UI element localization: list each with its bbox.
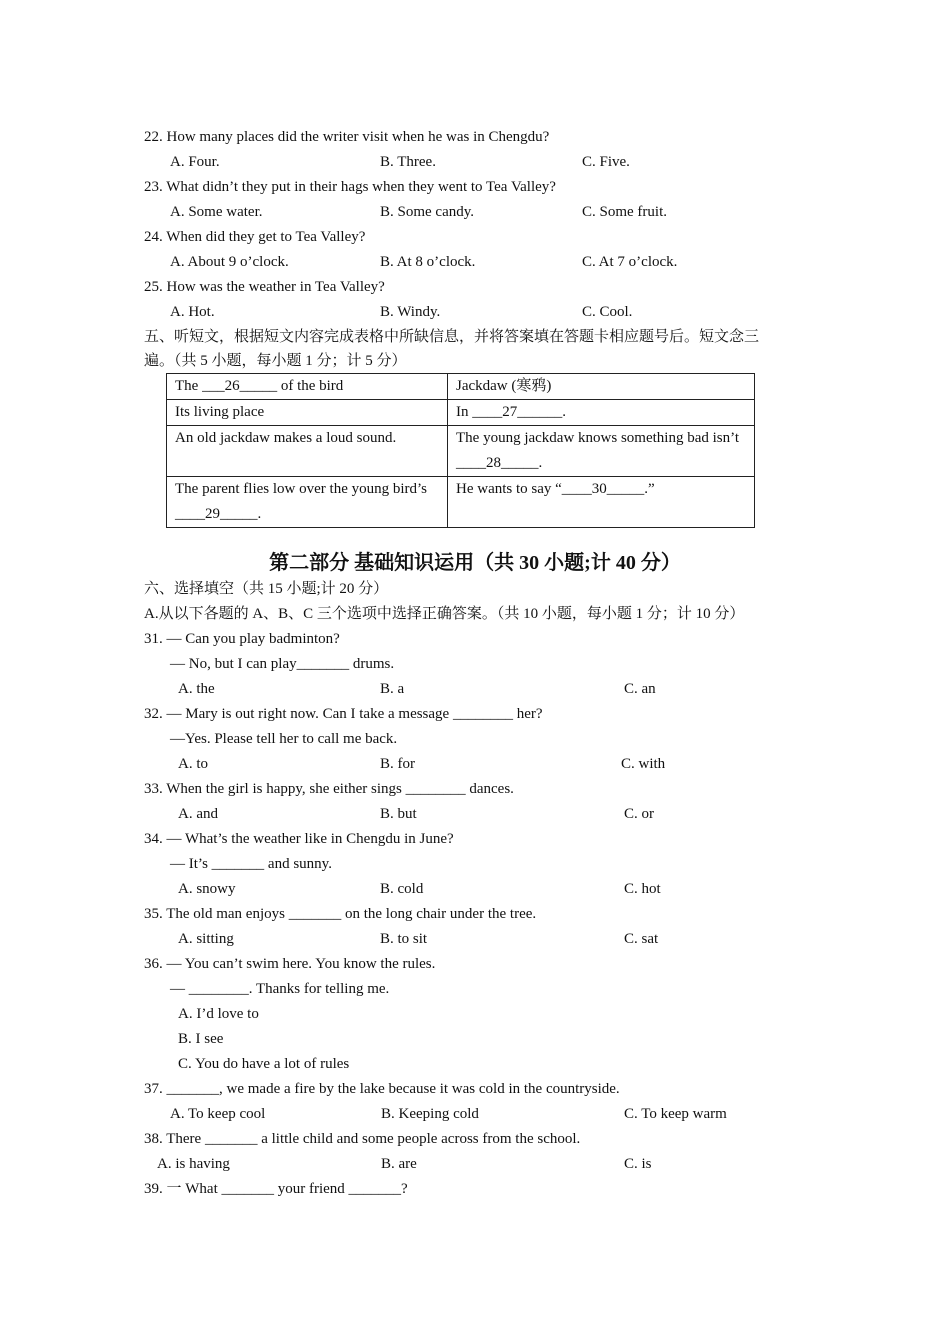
q23-option-b: B. Some candy. [380, 204, 475, 220]
q35-option-b: B. to sit [380, 931, 428, 947]
question-35: 35. The old man enjoys _______ on the long chair under the tree. [144, 906, 537, 922]
q24-option-b: B. At 8 o’clock. [380, 254, 476, 270]
question-33: 33. When the girl is happy, she either sings ________ dances. [144, 781, 514, 797]
q38-option-c: C. is [624, 1156, 652, 1172]
q25-option-a: A. Hot. [170, 304, 215, 320]
q36-option-b: B. I see [178, 1031, 224, 1047]
q23-option-c: C. Some fruit. [582, 204, 667, 220]
q38-option-a: A. is having [157, 1156, 230, 1172]
question-34: 34. — What’s the weather like in Chengdu in June? [144, 831, 454, 847]
q31-option-a: A. the [178, 681, 215, 697]
table-cell: An old jackdaw makes a loud sound. [167, 426, 448, 477]
q36-option-a: A. I’d love to [178, 1006, 259, 1022]
question-23: 23. What didn’t they put in their hags when they went to Tea Valley? [144, 179, 556, 195]
q24-option-a: A. About 9 o’clock. [170, 254, 289, 270]
q36-option-c: C. You do have a lot of rules [178, 1056, 350, 1072]
q35-option-a: A. sitting [178, 931, 234, 947]
q24-option-c: C. At 7 o’clock. [582, 254, 678, 270]
q31-option-c: C. an [624, 681, 656, 697]
table-cell: In ____27______. [448, 400, 755, 426]
q33-option-b: B. but [380, 806, 417, 822]
table-row [167, 400, 755, 426]
table-cell: The young jackdaw knows something bad isn’t ____28_____. [448, 426, 755, 477]
q38-option-b: B. are [381, 1156, 417, 1172]
section5-instruction-line2: 遍。（共 5 小题，每小题 1 分；计 5 分） [144, 353, 407, 369]
table-row [167, 477, 755, 528]
section6-heading: 六、选择填空（共 15 小题;计 20 分） [144, 581, 389, 597]
question-36: 36. — You can’t swim here. You know the rules. [144, 956, 436, 972]
q34-option-c: C. hot [624, 881, 661, 897]
section5-instruction-line1: 五、听短文，根据短文内容完成表格中所缺信息，并将答案填在答题卡相应题号后。短文念三 [144, 329, 760, 345]
q31-option-b: B. a [380, 681, 405, 697]
q32-option-a: A. to [178, 756, 208, 772]
q32-option-c: C. with [621, 756, 666, 772]
info-table [166, 373, 755, 528]
question-36-reply: — ________. Thanks for telling me. [170, 981, 390, 997]
question-31: 31. — Can you play badminton? [144, 631, 340, 647]
question-25: 25. How was the weather in Tea Valley? [144, 279, 385, 295]
table-row [167, 374, 755, 400]
question-31-reply: — No, but I can play_______ drums. [170, 656, 395, 672]
table-cell: The parent flies low over the young bird’s ____29_____. [167, 477, 448, 528]
q32-option-b: B. for [380, 756, 415, 772]
question-32: 32. — Mary is out right now. Can I take a message ________ her? [144, 706, 543, 722]
part2-title: 第二部分 基础知识运用（共 30 小题;计 40 分） [269, 552, 681, 574]
table-cell: The ___26_____ of the bird [167, 374, 448, 400]
q33-option-c: C. or [624, 806, 654, 822]
table-cell: Its living place [167, 400, 448, 426]
q37-option-a: A. To keep cool [170, 1106, 266, 1122]
question-22: 22. How many places did the writer visit when he was in Chengdu? [144, 129, 550, 145]
table-cell: He wants to say “____30_____.” [448, 477, 755, 528]
q22-option-a: A. Four. [170, 154, 220, 170]
table-row [167, 426, 755, 477]
question-38: 38. There _______ a little child and some people across from the school. [144, 1131, 581, 1147]
q35-option-c: C. sat [624, 931, 659, 947]
question-24: 24. When did they get to Tea Valley? [144, 229, 366, 245]
q23-option-a: A. Some water. [170, 204, 263, 220]
q22-option-b: B. Three. [380, 154, 436, 170]
q34-option-a: A. snowy [178, 881, 236, 897]
q37-option-c: C. To keep warm [624, 1106, 727, 1122]
table-cell: Jackdaw (寒鸦) [448, 374, 755, 400]
q25-option-b: B. Windy. [380, 304, 441, 320]
question-32-reply: —Yes. Please tell her to call me back. [170, 731, 398, 747]
q25-option-c: C. Cool. [582, 304, 633, 320]
question-37: 37. _______, we made a fire by the lake because it was cold in the countryside. [144, 1081, 620, 1097]
q34-option-b: B. cold [380, 881, 424, 897]
question-39: 39. 一 What _______ your friend _______? [144, 1181, 408, 1197]
q37-option-b: B. Keeping cold [381, 1106, 479, 1122]
section6-sub-a: A.从以下各题的 A、B、C 三个选项中选择正确答案。（共 10 小题，每小题 1 分；计 10 分） [144, 606, 745, 622]
q33-option-a: A. and [178, 806, 218, 822]
question-34-reply: — It’s _______ and sunny. [170, 856, 332, 872]
q22-option-c: C. Five. [582, 154, 630, 170]
